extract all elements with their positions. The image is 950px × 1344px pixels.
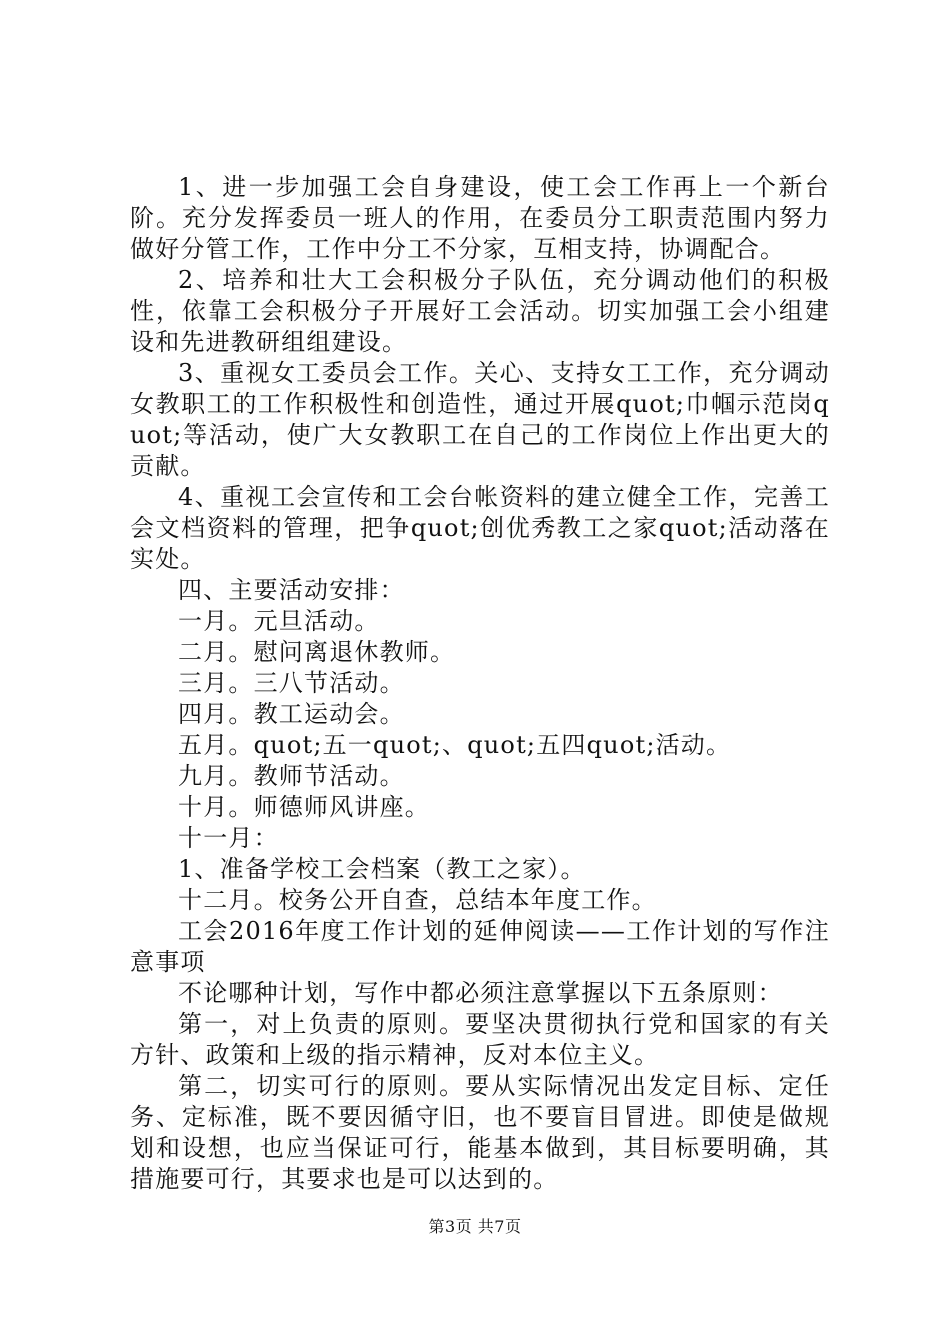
- section-heading-activities: 四、主要活动安排：: [178, 576, 405, 604]
- activity-may: 五月。quot;五一quot;、quot;五四quot;活动。: [178, 731, 732, 759]
- paragraph-3: 3、重视女工委员会工作。关心、支持女工工作，充分调动女教职工的工作积极性和创造性，通过开展quot;巾帼示范岗quot;等活动，使广大女教职工在自己的工作岗位上作出更大的贡献。: [130, 359, 830, 480]
- paragraph-4: 4、重视工会宣传和工会台帐资料的建立健全工作，完善工会文档资料的管理，把争quot;创优秀教工之家quot;活动落在实处。: [130, 483, 830, 573]
- principles-intro: 不论哪种计划，写作中都必须注意掌握以下五条原则：: [178, 979, 783, 1007]
- activity-february: 二月。慰问离退休教师。: [178, 638, 456, 666]
- activity-december: 十二月。校务公开自查，总结本年度工作。: [178, 886, 657, 914]
- activity-september: 九月。教师节活动。: [178, 762, 405, 790]
- extended-reading-title: 工会2016年度工作计划的延伸阅读——工作计划的写作注意事项: [130, 917, 830, 976]
- activity-november: 十一月：: [178, 824, 279, 852]
- activity-october: 十月。师德师风讲座。: [178, 793, 430, 821]
- page-number-footer: 第3页 共7页: [428, 1217, 522, 1236]
- activity-april: 四月。教工运动会。: [178, 700, 405, 728]
- principle-first: 第一，对上负责的原则。要坚决贯彻执行党和国家的有关方针、政策和上级的指示精神，反对本位主义。: [130, 1010, 830, 1069]
- paragraph-1: 1、进一步加强工会自身建设，使工会工作再上一个新台阶。充分发挥委员一班人的作用，在委员分工职责范围内努力做好分管工作，工作中分工不分家，互相支持，协调配合。: [130, 173, 830, 263]
- paragraph-2: 2、培养和壮大工会积极分子队伍，充分调动他们的积极性，依靠工会积极分子开展好工会活动。切实加强工会小组建设和先进教研组组建设。: [130, 266, 830, 356]
- activity-january: 一月。元旦活动。: [178, 607, 380, 635]
- document-body: [130, 172, 830, 1195]
- principle-second: 第二，切实可行的原则。要从实际情况出发定目标、定任务、定标准，既不要因循守旧，也不要盲目冒进。即使是做规划和设想，也应当保证可行，能基本做到，其目标要明确，其措施要可行，其要求也是可以达到的。: [130, 1072, 830, 1193]
- activity-november-item-1: 1、准备学校工会档案（教工之家）。: [178, 855, 586, 883]
- activity-march: 三月。三八节活动。: [178, 669, 405, 697]
